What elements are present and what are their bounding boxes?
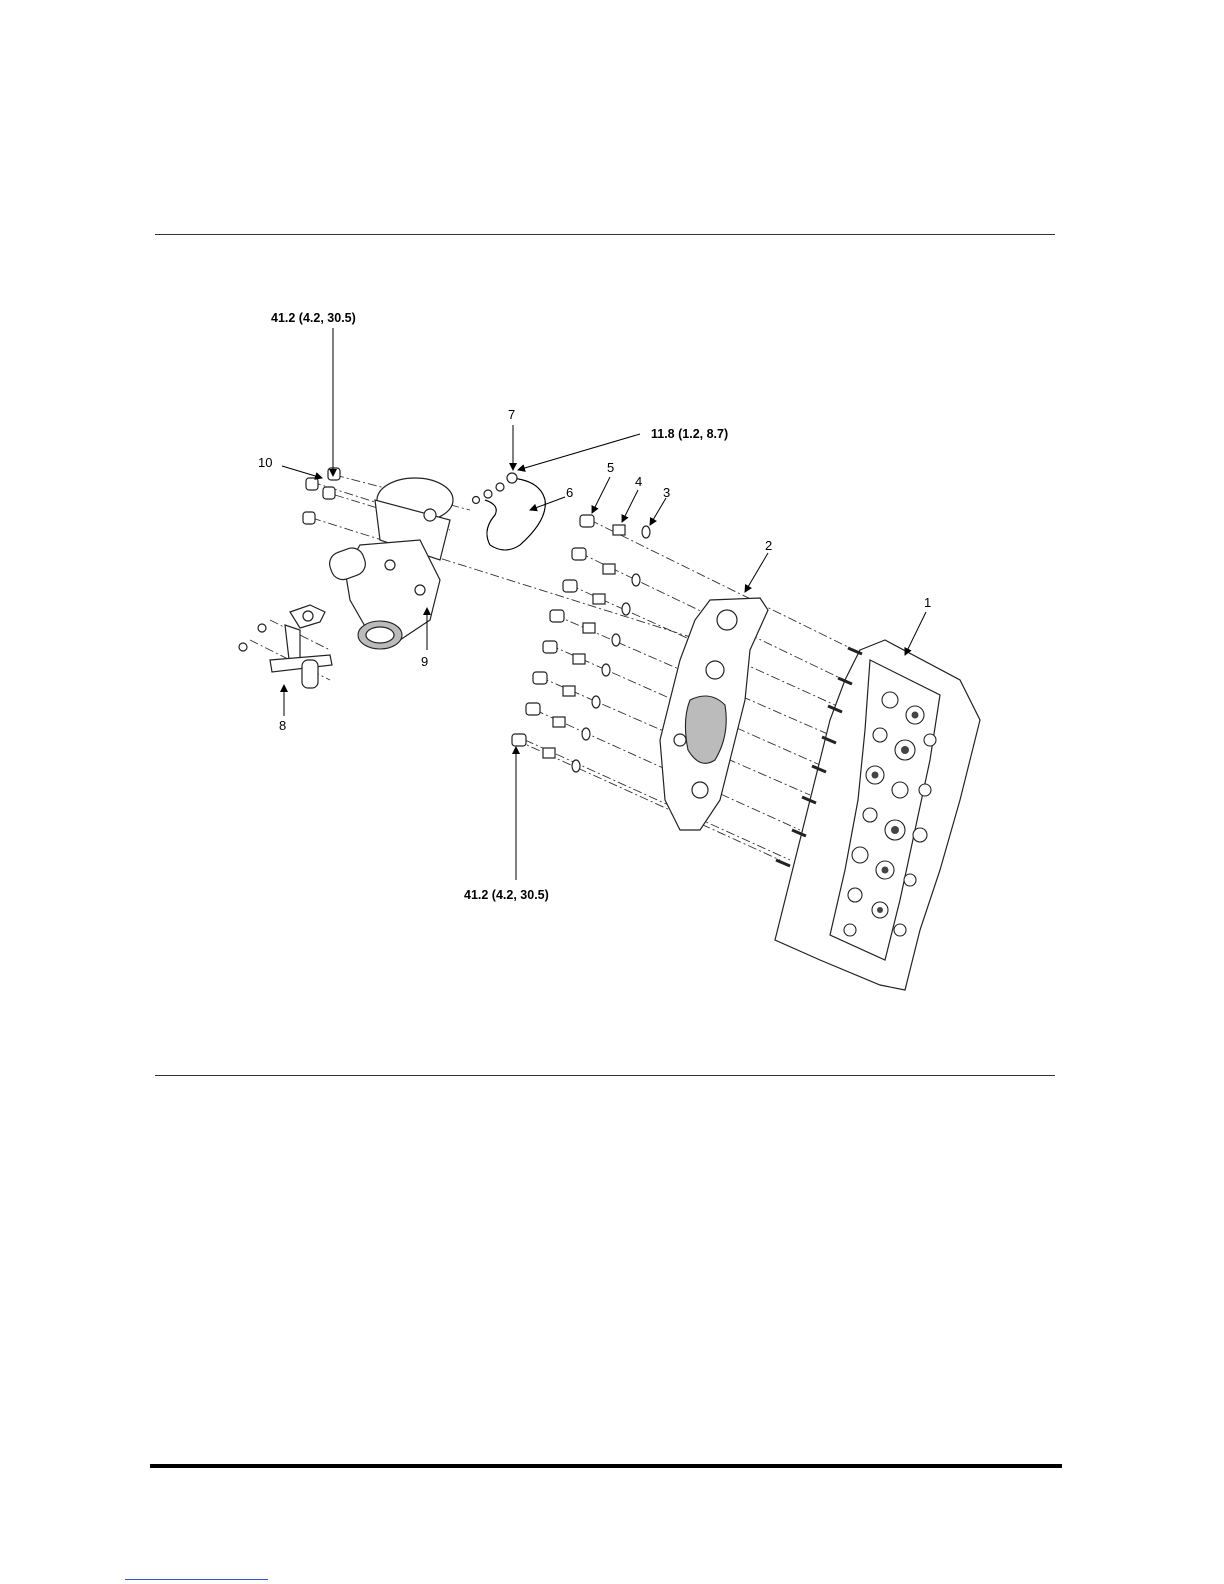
cylinder-head (775, 640, 980, 990)
callout-7: 7 (508, 407, 516, 422)
callout-9: 9 (421, 654, 429, 669)
callout-2: 2 (765, 538, 773, 553)
callout-8: 8 (279, 718, 287, 733)
fastener-stack (512, 515, 650, 772)
torque-label-top: 41.2 (4.2, 30.5) (271, 311, 356, 325)
assembly-lines (250, 475, 850, 860)
callout-4: 4 (635, 474, 643, 489)
torque-label-oil-line: 11.8 (1.2, 8.7) (651, 427, 729, 441)
callout-5: 5 (607, 460, 615, 475)
callout-3: 3 (663, 485, 671, 500)
oil-feed-line (473, 473, 546, 550)
oil-return-pipe (239, 605, 332, 688)
torque-label-bottom: 41.2 (4.2, 30.5) (464, 888, 549, 902)
turbocharger (326, 478, 453, 649)
callout-10: 10 (258, 455, 273, 470)
turbo-nuts (303, 468, 340, 524)
callout-1: 1 (924, 595, 932, 610)
callout-6: 6 (566, 485, 574, 500)
